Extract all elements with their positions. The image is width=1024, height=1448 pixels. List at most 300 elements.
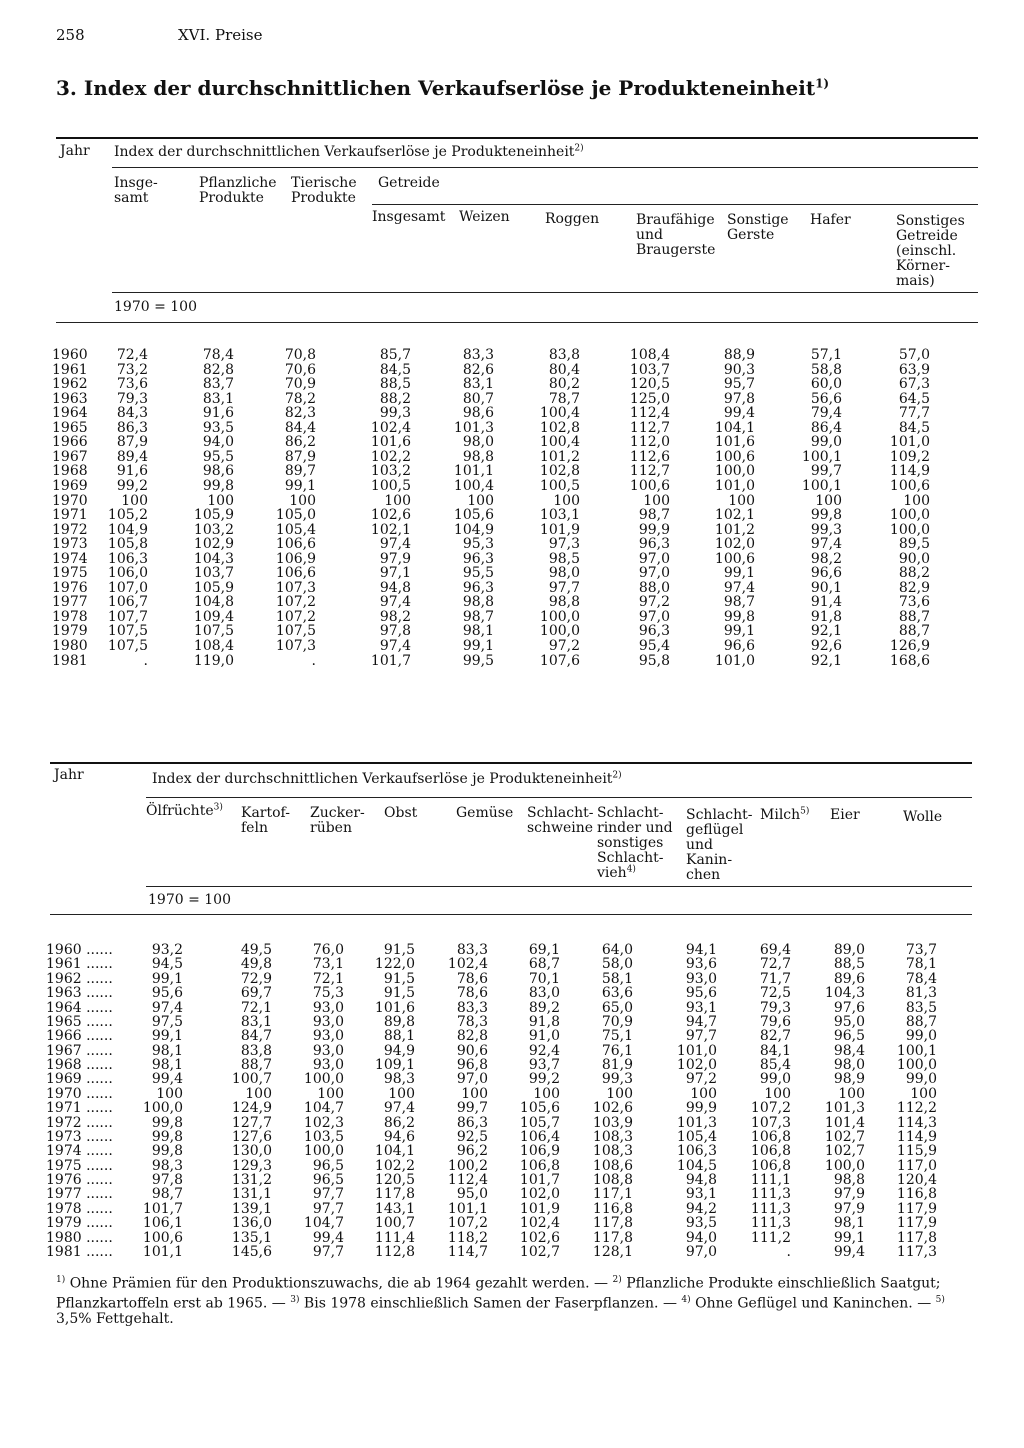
- table-cell: 97,3: [548, 536, 580, 553]
- table-cell: 100: [728, 492, 755, 509]
- table-cell: 111,4: [374, 1229, 415, 1246]
- table-cell: 100,6: [889, 477, 930, 494]
- table-cell: 112,4: [629, 405, 670, 422]
- table-cell: 99,5: [462, 652, 494, 669]
- row-year: 1976: [52, 579, 88, 596]
- table-cell: 69,1: [528, 942, 560, 958]
- table-cell: 86,2: [383, 1114, 415, 1131]
- table-cell: 96,5: [833, 1028, 865, 1045]
- table-cell: 125,0: [629, 390, 670, 407]
- table-cell: 109,1: [374, 1057, 415, 1074]
- row-year: 1981: [52, 652, 88, 669]
- table-cell: 86,4: [810, 419, 842, 436]
- row-year: 1975 ......: [46, 1157, 113, 1174]
- table-cell: 99,7: [456, 1100, 488, 1117]
- footnote-5: 3,5% Fettgehalt.: [56, 1311, 174, 1328]
- table-cell: 107,0: [107, 579, 148, 596]
- table-row: [0, 377, 1024, 391]
- table-cell: 96,5: [312, 1172, 344, 1189]
- table-cell: 112,4: [447, 1172, 488, 1189]
- table-cell: 70,6: [284, 361, 316, 378]
- table-cell: 98,1: [151, 1057, 183, 1074]
- row-year: 1965: [52, 419, 88, 436]
- table-cell: 94,9: [383, 1042, 415, 1059]
- table-cell: 114,7: [447, 1243, 488, 1260]
- t2-column-header: [597, 806, 673, 881]
- table-cell: 92,1: [810, 652, 842, 669]
- table-cell: 99,8: [723, 608, 755, 625]
- table-cell: 91,8: [810, 608, 842, 625]
- table-row: [0, 595, 1024, 609]
- table-cell: 168,6: [889, 652, 930, 669]
- t1-base-label: 1970 = 100: [114, 299, 197, 315]
- t2-column-header-text: Milch: [760, 807, 801, 823]
- table-cell: 95,7: [723, 376, 755, 393]
- table-cell: 89,2: [528, 999, 560, 1016]
- table-cell: 83,3: [462, 347, 494, 363]
- table-cell: 93,0: [312, 999, 344, 1016]
- row-year: 1974: [52, 550, 88, 567]
- row-year: 1970 ......: [46, 1085, 113, 1102]
- t2-column-header-mark: 3): [213, 802, 223, 813]
- table-cell: 97,0: [638, 565, 670, 582]
- table-cell: 79,4: [810, 405, 842, 422]
- table-cell: 83,0: [528, 985, 560, 1002]
- t1-base-rule-bottom: [56, 322, 978, 323]
- table-cell: 109,4: [193, 608, 234, 625]
- table-cell: 99,9: [638, 521, 670, 538]
- table-cell: 97,2: [638, 594, 670, 611]
- table-cell: 78,3: [456, 1013, 488, 1030]
- t2-column-header-text: Gemüse: [456, 805, 514, 821]
- t1-col-tierische: Tierische Produkte: [291, 175, 357, 206]
- table-cell: 107,2: [275, 594, 316, 611]
- table-cell: 90,6: [456, 1042, 488, 1059]
- table-cell: 64,5: [898, 390, 930, 407]
- table-row: [0, 464, 1024, 478]
- table-cell: 99,0: [905, 1028, 937, 1045]
- table-cell: 94,1: [685, 942, 717, 958]
- table-cell: 72,5: [759, 985, 791, 1002]
- footnote-5-mark: 5): [935, 1294, 945, 1305]
- table-cell: 100,6: [142, 1229, 183, 1246]
- table-cell: 83,8: [240, 1042, 272, 1059]
- page-number: 258: [56, 26, 85, 44]
- table-row: [0, 957, 1024, 971]
- table-cell: 99,1: [723, 565, 755, 582]
- table-row: [0, 1130, 1024, 1144]
- table-cell: 99,3: [379, 405, 411, 422]
- table-cell: 100: [838, 1085, 865, 1102]
- table-cell: 82,8: [202, 361, 234, 378]
- table-cell: 100,5: [370, 477, 411, 494]
- t2-column-header: [903, 810, 942, 825]
- table-cell: 97,7: [312, 1200, 344, 1217]
- table-cell: 101,3: [824, 1100, 865, 1117]
- row-year: 1973 ......: [46, 1128, 113, 1145]
- table-cell: 102,8: [539, 419, 580, 436]
- row-year: 1962: [52, 376, 88, 393]
- table-cell: 97,8: [379, 623, 411, 640]
- table-cell: 99,1: [151, 1028, 183, 1045]
- table-cell: 100,0: [539, 623, 580, 640]
- table-cell: 104,3: [193, 550, 234, 567]
- table-cell: 103,7: [193, 565, 234, 582]
- table-cell: 79,3: [759, 999, 791, 1016]
- table-cell: 127,6: [231, 1128, 272, 1145]
- table-cell: 104,1: [374, 1143, 415, 1160]
- table-row: [0, 1173, 1024, 1187]
- row-year: 1961: [52, 361, 88, 378]
- table-cell: 100,2: [447, 1157, 488, 1174]
- table-cell: 100,5: [539, 477, 580, 494]
- table-cell: 111,1: [750, 1172, 791, 1189]
- row-year: 1965 ......: [46, 1013, 113, 1030]
- table-cell: 76,0: [312, 942, 344, 958]
- table-cell: 98,3: [151, 1157, 183, 1174]
- row-year: 1981 ......: [46, 1243, 113, 1260]
- table-cell: 97,7: [548, 579, 580, 596]
- table-cell: 117,8: [374, 1186, 415, 1203]
- table-cell: 89,7: [284, 463, 316, 480]
- table-cell: 83,1: [202, 390, 234, 407]
- table-cell: 88,7: [898, 608, 930, 625]
- t2-column-header-text: Schlacht- rinder und sonstiges Schlacht- vieh: [597, 805, 673, 881]
- row-year: 1966 ......: [46, 1028, 113, 1045]
- table-cell: 99,4: [723, 405, 755, 422]
- table-row: [0, 1216, 1024, 1230]
- table-cell: 99,4: [833, 1243, 865, 1260]
- row-year: 1972 ......: [46, 1114, 113, 1131]
- table-cell: 103,7: [629, 361, 670, 378]
- table-cell: 107,5: [275, 623, 316, 640]
- table-cell: 92,4: [528, 1042, 560, 1059]
- table-cell: 128,1: [592, 1243, 633, 1260]
- table-cell: 117,9: [896, 1200, 937, 1217]
- table-cell: 104,3: [824, 985, 865, 1002]
- table-cell: 102,8: [539, 463, 580, 480]
- table-row: [0, 639, 1024, 653]
- t2-column-header: [830, 808, 860, 823]
- table-cell: 97,4: [723, 579, 755, 596]
- table-cell: 102,7: [824, 1143, 865, 1160]
- row-year: 1971 ......: [46, 1100, 113, 1117]
- table-row: [0, 654, 1024, 668]
- table-cell: 86,2: [284, 434, 316, 451]
- table-cell: 100: [317, 1085, 344, 1102]
- table-cell: 93,1: [685, 1186, 717, 1203]
- row-year: 1963 ......: [46, 985, 113, 1002]
- row-year: 1969: [52, 477, 88, 494]
- row-year: 1970: [52, 492, 88, 509]
- table-cell: 107,5: [107, 638, 148, 654]
- table-cell: 126,9: [889, 638, 930, 654]
- table-cell: 94,8: [685, 1172, 717, 1189]
- table-cell: 96,3: [638, 536, 670, 553]
- t1-getreide-header: Getreide: [378, 175, 440, 191]
- table-cell: 98,8: [462, 448, 494, 465]
- table-cell: 102,4: [370, 419, 411, 436]
- t2-column-header-text: Eier: [830, 807, 860, 823]
- table-cell: 88,7: [898, 623, 930, 640]
- table-cell: 97,2: [548, 638, 580, 654]
- table-cell: 109,2: [889, 448, 930, 465]
- table-row: [0, 552, 1024, 566]
- table-cell: 97,4: [151, 999, 183, 1016]
- footnote-3-mark: 3): [290, 1294, 300, 1305]
- table-cell: 105,9: [193, 579, 234, 596]
- table-cell: 72,4: [116, 347, 148, 363]
- t2-column-header-text: Kartof- feln: [241, 805, 290, 836]
- table-cell: 91,8: [528, 1013, 560, 1030]
- table-cell: 91,5: [383, 970, 415, 987]
- table-cell: 63,6: [601, 985, 633, 1002]
- row-year: 1964 ......: [46, 999, 113, 1016]
- table-cell: 124,9: [231, 1100, 272, 1117]
- row-year: 1961 ......: [46, 956, 113, 973]
- table-cell: 95,0: [833, 1013, 865, 1030]
- table-cell: 93,1: [685, 999, 717, 1016]
- table-cell: 92,1: [810, 623, 842, 640]
- table-cell: 81,3: [905, 985, 937, 1002]
- table-cell: 49,8: [240, 956, 272, 973]
- table-cell: 102,4: [519, 1215, 560, 1232]
- table-row: [0, 1029, 1024, 1043]
- table-cell: 99,2: [528, 1071, 560, 1088]
- table-cell: 100,6: [714, 550, 755, 567]
- table-cell: 99,8: [202, 477, 234, 494]
- table-cell: 101,1: [453, 463, 494, 480]
- table-cell: 107,5: [193, 623, 234, 640]
- table-cell: 104,8: [193, 594, 234, 611]
- table-cell: 105,8: [107, 536, 148, 553]
- table-cell: 88,2: [898, 565, 930, 582]
- table-cell: 72,9: [240, 970, 272, 987]
- table-cell: 130,0: [231, 1143, 272, 1160]
- table-cell: 100,0: [142, 1100, 183, 1117]
- table-cell: 88,9: [723, 347, 755, 363]
- table-cell: 99,1: [151, 970, 183, 987]
- row-year: 1968 ......: [46, 1057, 113, 1074]
- footnote-2: Pflanzliche Produkte einschließlich Saatgut; Pflanzkartoffeln erst ab 1965. —: [56, 1275, 941, 1312]
- table-cell: 89,6: [833, 970, 865, 987]
- table-cell: 80,2: [548, 376, 580, 393]
- t2-column-header-text: Ölfrüchte: [146, 803, 214, 819]
- table-cell: 99,8: [810, 507, 842, 524]
- t2-column-header: [686, 808, 753, 883]
- table-cell: 107,2: [275, 608, 316, 625]
- table-cell: 89,8: [383, 1013, 415, 1030]
- table-cell: 97,4: [379, 594, 411, 611]
- table-1-group-title: [114, 145, 584, 160]
- t1-col-getreide-insgesamt: Insgesamt: [372, 209, 446, 225]
- table-cell: 100: [121, 492, 148, 509]
- table-cell: 93,5: [685, 1215, 717, 1232]
- row-year: 1968: [52, 463, 88, 480]
- table-cell: 84,1: [759, 1042, 791, 1059]
- table-cell: 57,0: [898, 347, 930, 363]
- table-row: [0, 986, 1024, 1000]
- table-cell: 99,8: [151, 1114, 183, 1131]
- table-cell: 57,1: [810, 347, 842, 363]
- table-cell: 58,0: [601, 956, 633, 973]
- table-cell: 98,5: [548, 550, 580, 567]
- table-cell: 105,0: [275, 507, 316, 524]
- table-cell: 97,4: [379, 536, 411, 553]
- table-cell: 107,3: [275, 638, 316, 654]
- table-cell: 99,4: [151, 1071, 183, 1088]
- table-cell: 93,6: [685, 956, 717, 973]
- table-cell: 101,7: [519, 1172, 560, 1189]
- table-cell: 106,8: [750, 1128, 791, 1145]
- table-row: [0, 348, 1024, 362]
- table-row: [0, 363, 1024, 377]
- table-title: [56, 76, 829, 100]
- table-cell: 117,1: [592, 1186, 633, 1203]
- table-cell: 100,6: [714, 448, 755, 465]
- t1-col-hafer: Hafer: [810, 212, 851, 228]
- table-cell: .: [311, 652, 316, 669]
- table-cell: 93,0: [685, 970, 717, 987]
- table-cell: 58,8: [810, 361, 842, 378]
- table-cell: 106,1: [142, 1215, 183, 1232]
- t1-col-weizen: Weizen: [459, 209, 510, 225]
- table-row: [0, 537, 1024, 551]
- table-cell: 95,5: [462, 565, 494, 582]
- table-cell: 82,9: [898, 579, 930, 596]
- table-cell: 95,4: [638, 638, 670, 654]
- table-cell: 97,9: [833, 1200, 865, 1217]
- table-cell: 112,7: [629, 463, 670, 480]
- table-cell: 106,3: [107, 550, 148, 567]
- table-cell: 117,3: [896, 1243, 937, 1260]
- table-cell: 94,2: [685, 1200, 717, 1217]
- table-cell: 83,3: [456, 942, 488, 958]
- table-cell: 101,0: [714, 477, 755, 494]
- table-cell: 99,1: [723, 623, 755, 640]
- table-cell: 94,0: [685, 1229, 717, 1246]
- table-cell: 97,9: [379, 550, 411, 567]
- table-cell: 100,7: [374, 1215, 415, 1232]
- row-year: 1980: [52, 638, 88, 654]
- table-cell: 97,8: [151, 1172, 183, 1189]
- table-cell: 95,5: [202, 448, 234, 465]
- table-cell: 93,7: [528, 1057, 560, 1074]
- table-cell: 117,8: [592, 1215, 633, 1232]
- table-cell: 86,3: [116, 419, 148, 436]
- table-cell: 106,6: [275, 565, 316, 582]
- table-cell: 99,3: [810, 521, 842, 538]
- t2-column-header: [241, 806, 290, 836]
- table-cell: 100: [903, 492, 930, 509]
- table-cell: 104,7: [303, 1215, 344, 1232]
- table-1-group-rule: [112, 167, 978, 168]
- table-cell: 78,1: [905, 956, 937, 973]
- table-cell: 116,8: [896, 1186, 937, 1203]
- footnote-1: Ohne Prämien für den Produktionszuwachs, die ab 1964 gezahlt werden. —: [65, 1275, 613, 1292]
- table-cell: 90,1: [810, 579, 842, 596]
- table-cell: 92,6: [810, 638, 842, 654]
- table-cell: 90,3: [723, 361, 755, 378]
- table-cell: 78,7: [548, 390, 580, 407]
- table-cell: 97,6: [833, 999, 865, 1016]
- table-cell: 100: [384, 492, 411, 509]
- row-year: 1975: [52, 565, 88, 582]
- table-cell: 91,0: [528, 1028, 560, 1045]
- table-cell: 67,3: [898, 376, 930, 393]
- table-title-text: 3. Index der durchschnittlichen Verkaufserlöse je Produkteneinheit: [56, 76, 816, 100]
- table-cell: 73,6: [898, 594, 930, 611]
- table-cell: 99,1: [462, 638, 494, 654]
- table-cell: 70,8: [284, 347, 316, 363]
- table-cell: 89,4: [116, 448, 148, 465]
- table-cell: 97,4: [379, 638, 411, 654]
- table-cell: 71,7: [759, 970, 791, 987]
- table-cell: 99,3: [601, 1071, 633, 1088]
- table-row: [0, 943, 1024, 957]
- table-cell: 108,4: [193, 638, 234, 654]
- table-cell: 100: [245, 1085, 272, 1102]
- table-cell: 79,3: [116, 390, 148, 407]
- table-cell: 96,8: [456, 1057, 488, 1074]
- table-cell: 105,6: [519, 1100, 560, 1117]
- table-cell: 101,3: [453, 419, 494, 436]
- table-cell: 82,8: [456, 1028, 488, 1045]
- table-cell: 96,6: [723, 638, 755, 654]
- table-row: [0, 508, 1024, 522]
- table-cell: 97,5: [151, 1013, 183, 1030]
- t1-getreide-rule: [372, 204, 978, 205]
- table-cell: 106,8: [519, 1157, 560, 1174]
- table-cell: 100: [553, 492, 580, 509]
- row-year: 1977 ......: [46, 1186, 113, 1203]
- table-row: [0, 972, 1024, 986]
- table-cell: 107,7: [107, 608, 148, 625]
- table-cell: 93,0: [312, 1013, 344, 1030]
- table-cell: 91,4: [810, 594, 842, 611]
- table-cell: 106,3: [676, 1143, 717, 1160]
- row-year: 1964: [52, 405, 88, 422]
- table-cell: 94,5: [151, 956, 183, 973]
- table-cell: 119,0: [193, 652, 234, 669]
- table-cell: 97,9: [833, 1186, 865, 1203]
- table-cell: 100: [690, 1085, 717, 1102]
- table-cell: 78,4: [905, 970, 937, 987]
- t1-base-rule-top: [112, 292, 978, 293]
- table-cell: 101,9: [539, 521, 580, 538]
- table-cell: 98,7: [151, 1186, 183, 1203]
- table-cell: 77,7: [898, 405, 930, 422]
- table-cell: 107,2: [447, 1215, 488, 1232]
- table-cell: 101,6: [374, 999, 415, 1016]
- table-2-year-header: Jahr: [54, 767, 84, 783]
- table-cell: 105,7: [519, 1114, 560, 1131]
- table-row: [0, 1245, 1024, 1259]
- table-cell: 100,0: [714, 463, 755, 480]
- table-2-group-title: [152, 772, 622, 787]
- table-cell: 91,6: [116, 463, 148, 480]
- table-cell: 88,7: [905, 1013, 937, 1030]
- table-row: [0, 610, 1024, 624]
- table-cell: 104,9: [107, 521, 148, 538]
- table-cell: 96,5: [312, 1157, 344, 1174]
- table-row: [0, 1101, 1024, 1115]
- table-row: [0, 479, 1024, 493]
- table-cell: 100: [643, 492, 670, 509]
- table-cell: 99,8: [151, 1143, 183, 1160]
- table-cell: 104,7: [303, 1100, 344, 1117]
- t2-column-header-mark: 5): [800, 806, 810, 817]
